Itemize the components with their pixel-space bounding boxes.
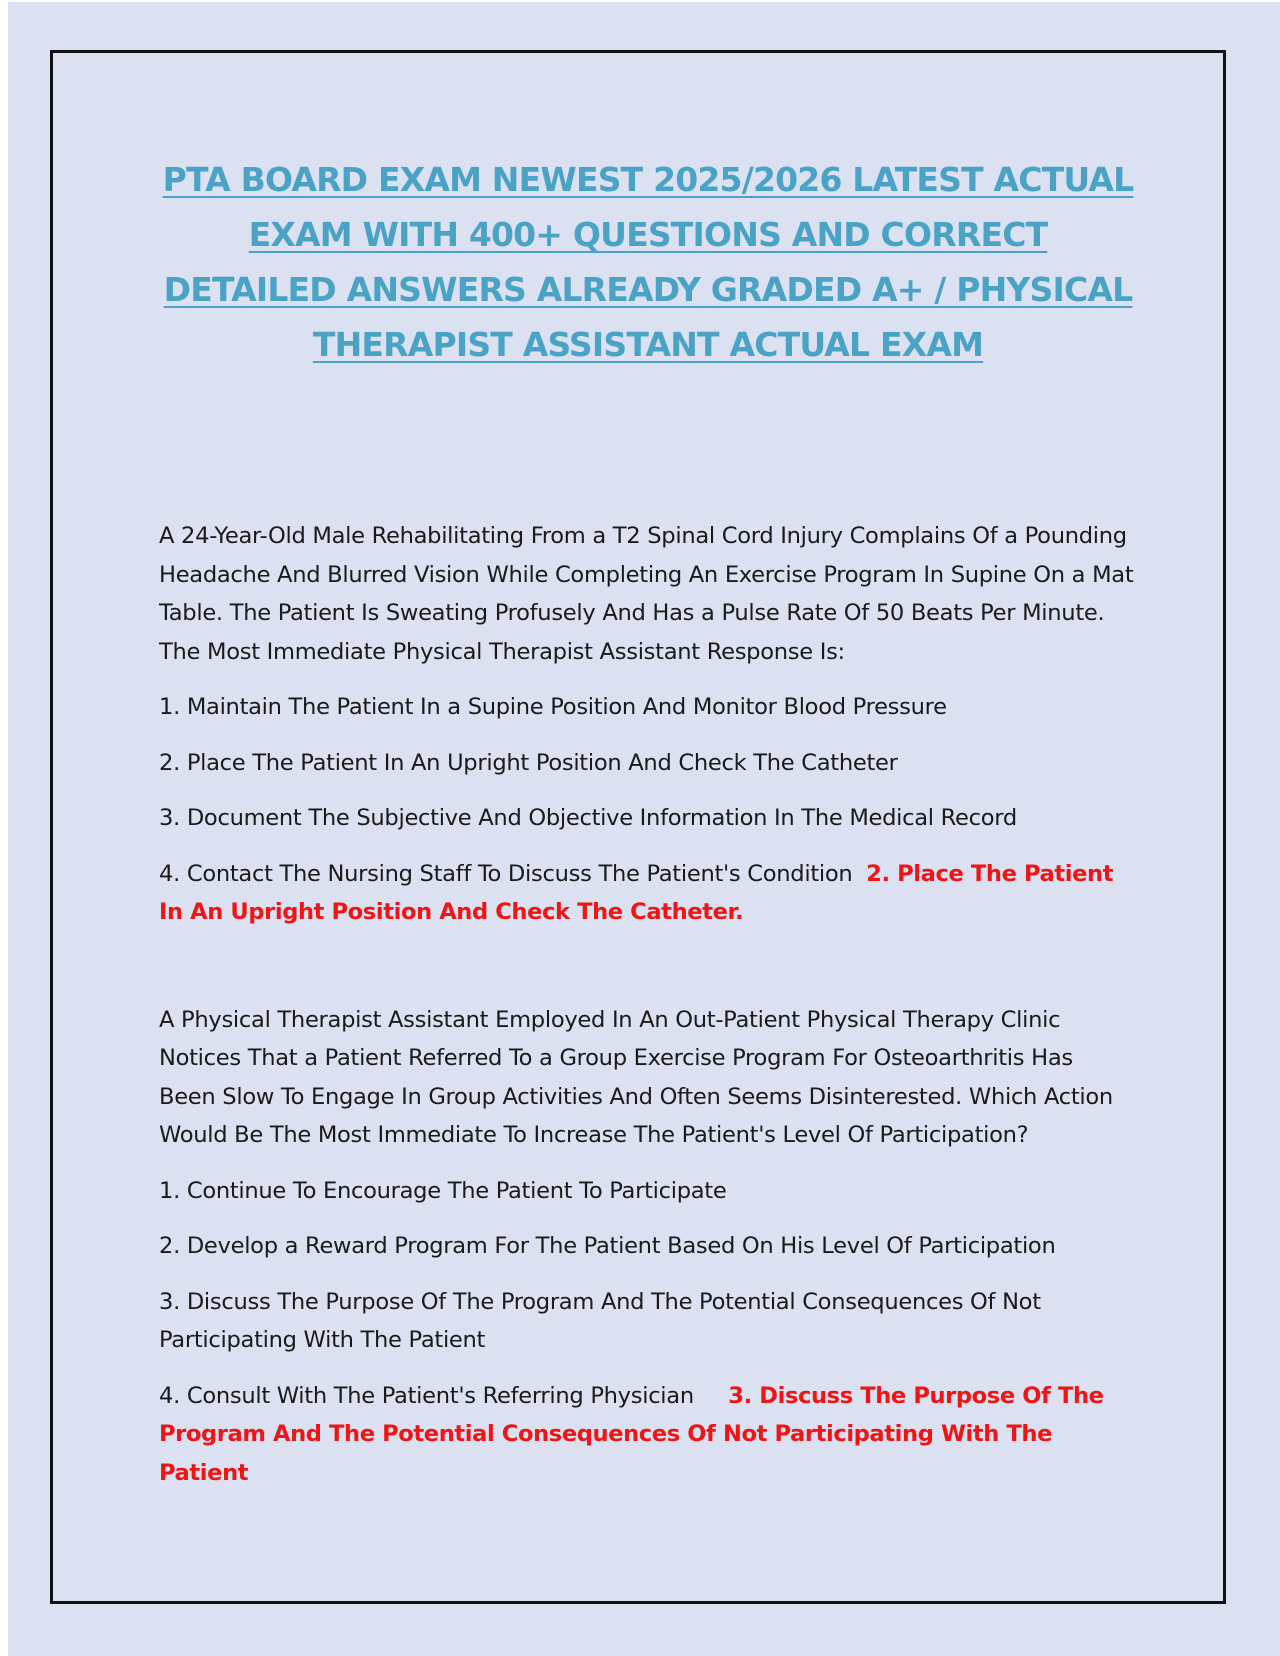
answer-option: 2. Develop a Reward Program For The Patient Based On His Level Of Participation	[159, 1233, 1056, 1259]
correct-answer: 2. Place The Patient In An Upright Position And Check The Catheter.	[159, 860, 1114, 925]
answer-option: 2. Place The Patient In An Upright Position And Check The Catheter	[159, 749, 898, 776]
document-page	[8, 2, 1280, 1656]
answer-option-with-key	[159, 1377, 1134, 1493]
question-block-2	[159, 1001, 1134, 1493]
answer-option: 1. Continue To Encourage The Patient To Participate	[159, 1177, 727, 1204]
document-content	[159, 517, 1134, 1509]
question-stem: A Physical Therapist Assistant Employed In An Out-Patient Physical Therapy Clinic Notices That a Patient Referred To a Group Exercise Program For Osteoarthritis Has Been Slow To Engage In Group Activities And Often Seems Disinterested. Which Action Would Be The Most Immediate To Increase The Patient's Level Of Participation?	[159, 1006, 1113, 1148]
answer-option: 4. Contact The Nursing Staff To Discuss The Patient's Condition	[159, 860, 853, 887]
answer-option: 3. Document The Subjective And Objective Information In The Medical Record	[159, 805, 1017, 831]
correct-answer: 3. Discuss The Purpose Of The Program And The Potential Consequences Of Not Participating With The Patient	[159, 1382, 1104, 1486]
document-title: PTA BOARD EXAM NEWEST 2025/2026 LATEST ACTUAL EXAM WITH 400+ QUESTIONS AND CORRECT DETAILED ANSWERS ALREADY GRADED A+ / PHYSICAL THERAPIST ASSISTANT ACTUAL EXAM	[162, 160, 1134, 364]
answer-option: 4. Consult With The Patient's Referring Physician	[159, 1382, 694, 1409]
answer-option: 3. Discuss The Purpose Of The Program And The Potential Consequences Of Not Participating With The Patient	[159, 1288, 1041, 1353]
question-block-1	[159, 517, 1134, 932]
answer-option: 1. Maintain The Patient In a Supine Position And Monitor Blood Pressure	[159, 694, 947, 720]
answer-option-with-key	[159, 855, 1134, 932]
question-stem: A 24-Year-Old Male Rehabilitating From a T2 Spinal Cord Injury Complains Of a Pounding Headache And Blurred Vision While Completing An Exercise Program In Supine On a Mat Table. The Patient Is Sweating Profusely And Has a Pulse Rate Of 50 Beats Per Minute. The Most Immediate Physical Therapist Assistant Response Is:	[159, 523, 1134, 665]
question-spacer	[159, 949, 1134, 1001]
